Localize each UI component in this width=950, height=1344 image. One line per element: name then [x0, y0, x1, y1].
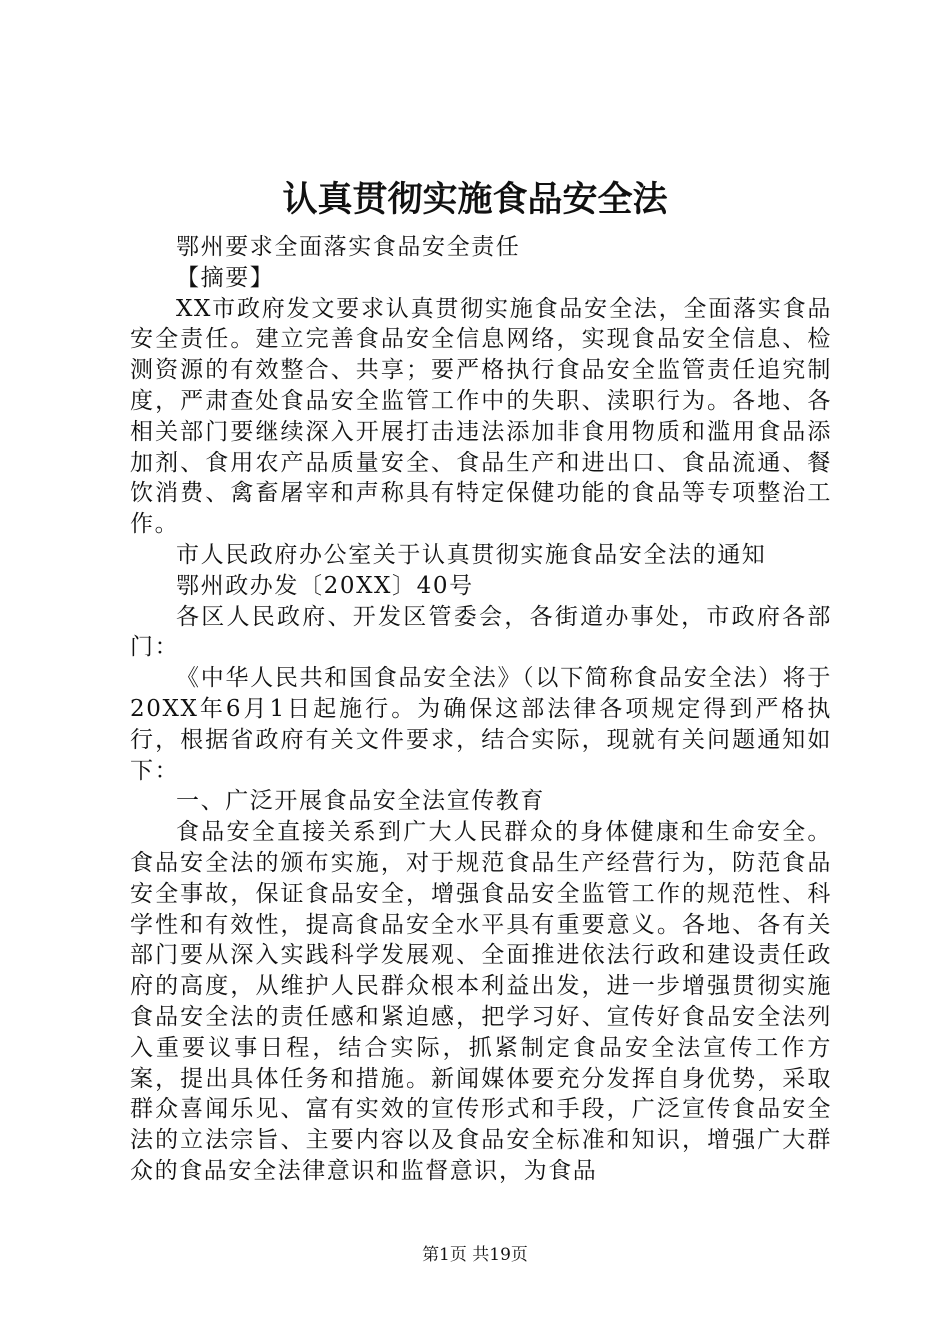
document-body	[130, 232, 832, 1187]
document-number-paragraph: 鄂州政办发〔20XX〕40号	[176, 572, 474, 599]
subtitle-paragraph: 鄂州要求全面落实食品安全责任	[176, 234, 521, 260]
document-title: 认真贯彻实施食品安全法	[282, 179, 668, 220]
page-footer: 第1页 共19页	[422, 1245, 528, 1265]
section-body-paragraph: 食品安全直接关系到广大人民群众的身体健康和生命安全。食品安全法的颁布实施，对于规范食品生产经营行为，防范食品安全事故，保证食品安全，增强食品安全监管工作的规范性、科学性和有效性，提高食品安全水平具有重要意义。各地、各有关部门要从深入实践科学发展观、全面推进依法行政和建设责任政府的高度，从维护人民群众根本利益出发，进一步增强贯彻实施食品安全法的责任感和紧迫感，把学习好、宣传好食品安全法列入重要议事日程，结合实际，抓紧制定食品安全法宣传工作方案，提出具体任务和措施。新闻媒体要充分发挥自身优势，采取群众喜闻乐见、富有实效的宣传形式和手段，广泛宣传食品安全法的立法宗旨、主要内容以及食品安全标准和知识，增强广大群众的食品安全法律意识和监督意识，为食品	[130, 819, 832, 1184]
addressee-paragraph: 各区人民政府、开发区管委会，各街道办事处，市政府各部门：	[130, 603, 832, 661]
abstract-paragraph: XX市政府发文要求认真贯彻实施食品安全法，全面落实食品安全责任。建立完善食品安全信息网络，实现食品安全信息、检测资源的有效整合、共享；要严格执行食品安全监管责任追究制度，严肃查处食品安全监管工作中的失职、渎职行为。各地、各相关部门要继续深入开展打击违法添加非食用物质和滥用食品添加剂、食用农产品质量安全、食品生产和进出口、食品流通、餐饮消费、禽畜屠宰和声称具有特定保健功能的食品等专项整治工作。	[130, 295, 832, 538]
intro-paragraph: 《中华人民共和国食品安全法》（以下简称食品安全法）将于20XX年6月1日起施行。为确保这部法律各项规定得到严格执行，根据省政府有关文件要求，结合实际，现就有关问题通知如下：	[130, 665, 832, 784]
section-heading: 一、广泛开展食品安全法宣传教育	[176, 788, 545, 815]
abstract-heading: 【摘要】	[176, 264, 275, 291]
notice-title-paragraph: 市人民政府办公室关于认真贯彻实施食品安全法的通知	[176, 541, 767, 568]
